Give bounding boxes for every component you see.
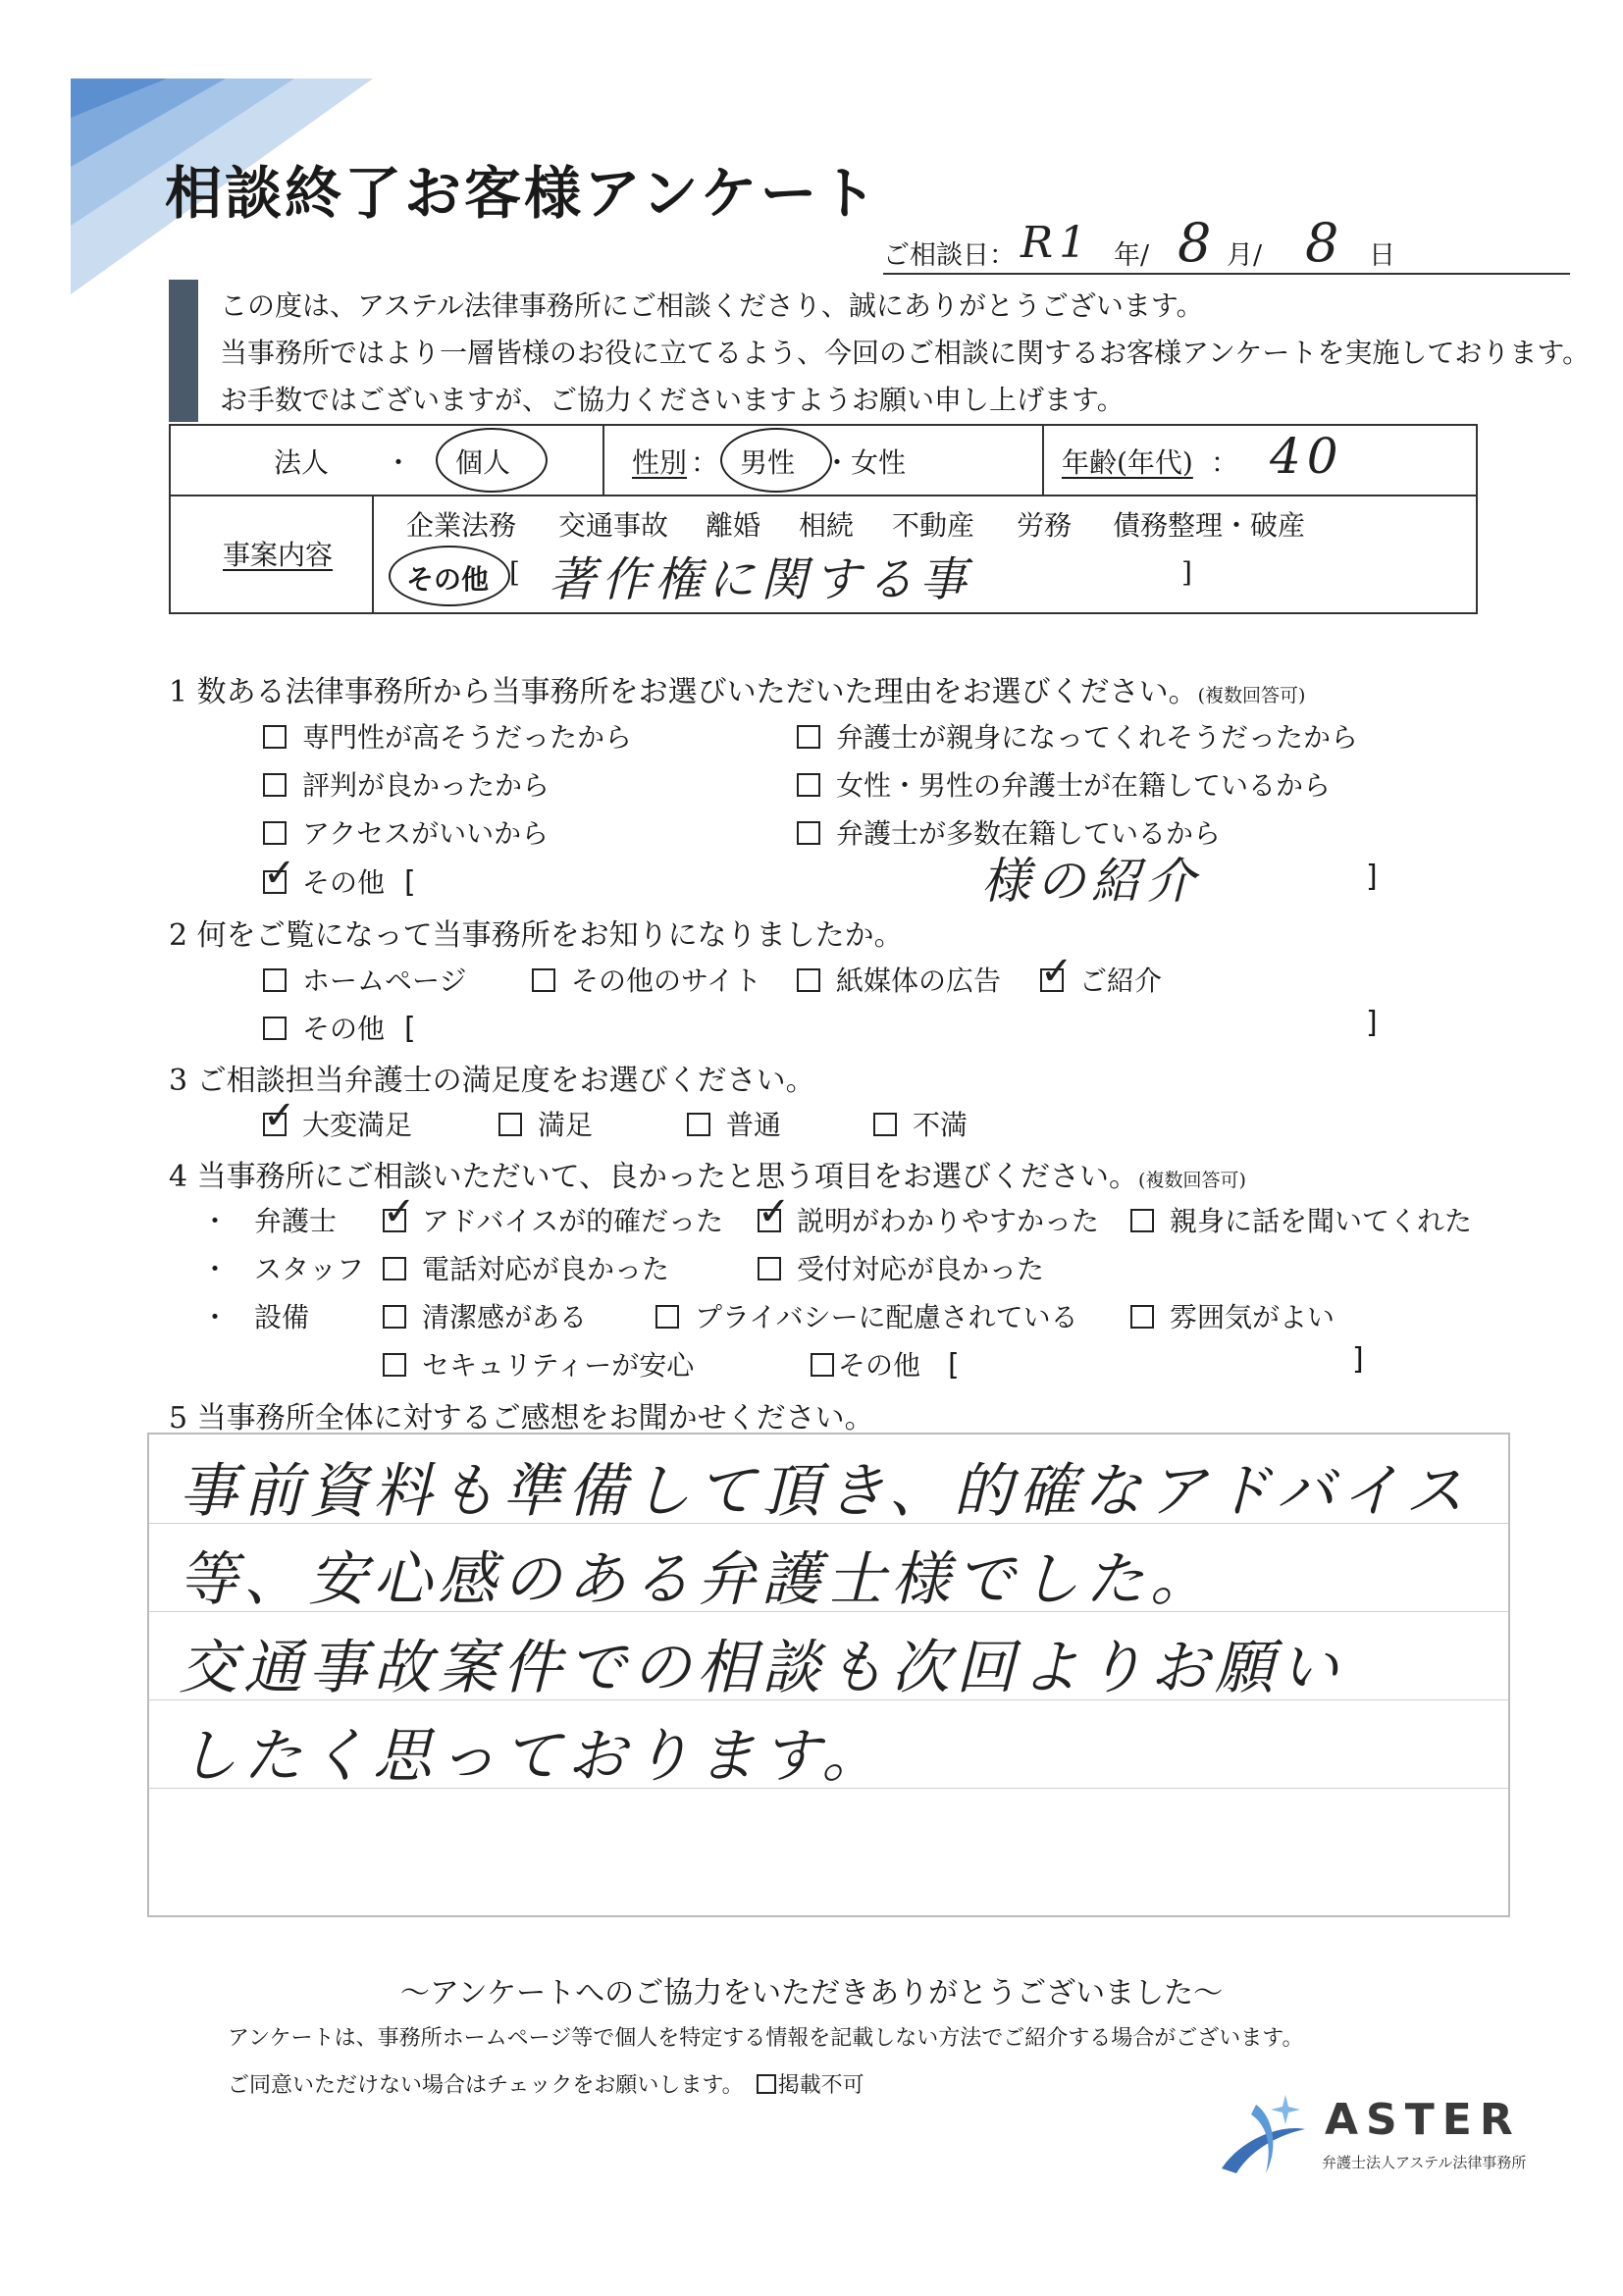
checkbox-icon[interactable] xyxy=(797,968,820,992)
checkbox-icon[interactable] xyxy=(655,1305,679,1329)
q2-option-label: その他のサイト xyxy=(571,965,762,997)
q4-note: (複数回答可) xyxy=(1138,1170,1246,1191)
q4-option-label: アドバイスが的確だった xyxy=(422,1205,724,1237)
checkbox-icon[interactable] xyxy=(873,1113,897,1136)
privacy-note: アンケートは、事務所ホームページ等で個人を特定する情報を記載しない方法でご紹介する場合がございます。 xyxy=(228,2026,1304,2051)
consent-note xyxy=(228,2068,864,2099)
q4-facility-row-label: ・ 設備 xyxy=(201,1301,310,1333)
female-option[interactable]: ・女性 xyxy=(823,446,907,479)
matter-inheritance[interactable]: 相続 xyxy=(799,509,855,542)
age-colon: ： xyxy=(1211,446,1239,479)
individual-option[interactable]: 個人 xyxy=(455,446,511,479)
date-month-label: 月/ xyxy=(1227,240,1263,271)
q1-option-other[interactable] xyxy=(263,861,416,901)
checkbox-icon[interactable] xyxy=(1130,1305,1154,1329)
q2-option-label: 紙媒体の広告 xyxy=(836,965,1002,997)
date-day-value: 8 xyxy=(1305,212,1345,274)
date-label: ご相談日： xyxy=(883,240,1016,271)
no-publish-checkbox[interactable] xyxy=(757,2074,776,2094)
matter-corporate[interactable]: 企業法務 xyxy=(406,509,517,542)
q4-title-text: 4 当事務所にご相談いただいて、良かったと思う項目をお選びください。 xyxy=(169,1160,1139,1194)
checked-checkbox-icon[interactable] xyxy=(758,1209,781,1232)
q2-option-label: ご紹介 xyxy=(1079,965,1163,997)
q4-option-atmosphere[interactable] xyxy=(1130,1296,1335,1335)
q3-option-neutral[interactable] xyxy=(687,1104,781,1143)
checkbox-icon[interactable] xyxy=(263,1017,287,1040)
no-publish-label: 掲載不可 xyxy=(777,2073,864,2098)
checked-checkbox-icon[interactable] xyxy=(1040,968,1064,992)
q2-title: 2 何をご覧になって当事務所をお知りになりましたか。 xyxy=(169,918,904,953)
q1-note: (複数回答可) xyxy=(1197,685,1306,706)
q1-other-label: その他 xyxy=(302,866,386,899)
individual-circle-mark xyxy=(436,428,548,493)
checkbox-icon[interactable] xyxy=(383,1353,406,1377)
q4-option-listened[interactable] xyxy=(1130,1200,1472,1239)
q1-option-specialty[interactable] xyxy=(263,716,632,756)
q3-option-label: 満足 xyxy=(538,1109,594,1141)
matter-divorce[interactable]: 離婚 xyxy=(706,509,761,542)
q5-comment-line-3: 交通事故案件での相談も次回よりお願い xyxy=(179,1634,1344,1702)
date-year-value: R1 xyxy=(1021,218,1093,268)
q5-comment-line-4: したく思っております。 xyxy=(179,1722,887,1791)
aster-logo-icon xyxy=(1212,2085,1320,2183)
q1-option-caring[interactable] xyxy=(797,716,1358,756)
q4-option-phone[interactable] xyxy=(383,1248,669,1287)
q1-bracket-open: [ xyxy=(404,865,416,900)
dot-separator: ・ xyxy=(385,446,413,479)
age-value: 40 xyxy=(1270,428,1344,485)
checkbox-icon[interactable] xyxy=(797,821,820,845)
date-month-value: 8 xyxy=(1178,212,1218,274)
q3-option-very-satisfied[interactable] xyxy=(263,1104,412,1143)
intro-line-3: お手数ではございますが、ご協力くださいますようお願い申し上げます。 xyxy=(220,384,1125,416)
q2-bracket-close: ] xyxy=(1366,1006,1378,1040)
checkbox-icon[interactable] xyxy=(687,1113,710,1136)
q4-option-label: 受付対応が良かった xyxy=(797,1253,1045,1285)
q2-option-homepage[interactable] xyxy=(263,960,466,999)
matter-labor[interactable]: 労務 xyxy=(1017,509,1073,542)
q2-option-label: ホームページ xyxy=(302,965,467,997)
male-option[interactable]: 男性 xyxy=(740,446,796,479)
q1-option-label: 専門性が高そうだったから xyxy=(302,721,633,754)
aster-logo xyxy=(1212,2085,1545,2183)
q1-option-access[interactable] xyxy=(263,812,549,852)
q2-other-label: その他 xyxy=(302,1013,386,1045)
checkbox-icon[interactable] xyxy=(263,968,287,992)
checked-checkbox-icon[interactable] xyxy=(263,1113,287,1136)
q4-staff-row-label: ・ スタッフ xyxy=(201,1253,365,1285)
intro-line-2: 当事務所ではより一層皆様のお役に立てるよう、今回のご相談に関するお客様アンケートを実施しております。 xyxy=(220,337,1591,369)
date-year-label: 年/ xyxy=(1114,240,1150,271)
checkbox-icon[interactable] xyxy=(532,968,555,992)
intro-accent-bar xyxy=(169,280,198,422)
q4-option-label: 電話対応が良かった xyxy=(422,1253,670,1285)
q2-bracket-open: [ xyxy=(404,1012,416,1046)
intro-line-1: この度は、アステル法律事務所にご相談くださり、誠にありがとうございます。 xyxy=(220,289,1204,322)
q4-option-label: セキュリティーが安心 xyxy=(422,1349,695,1382)
q4-option-label: 説明がわかりやすかった xyxy=(797,1205,1100,1237)
checkbox-icon[interactable] xyxy=(498,1113,522,1136)
q3-option-label: 不満 xyxy=(913,1109,969,1141)
q1-option-reputation[interactable] xyxy=(263,764,550,804)
q2-option-other-site[interactable] xyxy=(532,960,761,999)
q4-option-label: 親身に話を聞いてくれた xyxy=(1170,1205,1473,1237)
checkbox-icon[interactable] xyxy=(263,725,287,749)
matter-real-estate[interactable]: 不動産 xyxy=(892,509,975,542)
q1-option-label: 弁護士が多数在籍しているから xyxy=(836,817,1222,850)
q3-option-label: 普通 xyxy=(726,1109,782,1141)
q4-bracket-open: [ xyxy=(948,1348,960,1383)
matter-debt[interactable]: 債務整理・破産 xyxy=(1113,509,1306,542)
matter-other-option[interactable]: その他 xyxy=(406,563,490,596)
q4-title xyxy=(169,1152,1246,1195)
q4-option-accurate-advice[interactable] xyxy=(383,1200,723,1239)
q4-option-label: その他 xyxy=(838,1349,921,1382)
checked-checkbox-icon[interactable] xyxy=(383,1209,406,1232)
q5-comment-line-1: 事前資料も準備して頂き、的確なアドバイス xyxy=(179,1457,1470,1526)
q3-option-label: 大変満足 xyxy=(302,1109,413,1141)
checkbox-icon[interactable] xyxy=(383,1305,406,1329)
gender-colon: ： xyxy=(691,446,719,479)
q4-option-label: プライバシーに配慮されている xyxy=(695,1301,1078,1333)
q3-title: 3 ご相談担当弁護士の満足度をお選びください。 xyxy=(169,1064,815,1098)
age-label: 年齢(年代) xyxy=(1062,446,1193,479)
q4-option-other[interactable] xyxy=(811,1344,960,1383)
checkbox-icon[interactable] xyxy=(797,725,820,749)
q1-bracket-close: ] xyxy=(1366,860,1378,894)
q1-title xyxy=(169,667,1305,710)
q1-option-label: アクセスがいいから xyxy=(302,817,550,850)
consent-note-text: ご同意いただけない場合はチェックをお願いします。 xyxy=(228,2073,744,2098)
q3-option-dissatisfied[interactable] xyxy=(873,1104,968,1143)
gender-label: 性別 xyxy=(632,446,688,479)
matter-bracket-close: ] xyxy=(1181,556,1192,589)
q5-comment-box[interactable] xyxy=(147,1433,1510,1917)
q5-comment-line-2: 等、安心感のある弁護士様でした。 xyxy=(179,1545,1215,1614)
date-day-label: 日 xyxy=(1369,240,1395,271)
q4-option-label: 雰囲気がよい xyxy=(1170,1301,1335,1333)
q4-lawyer-row-label: ・ 弁護士 xyxy=(201,1205,338,1237)
q4-option-reception[interactable] xyxy=(758,1248,1044,1287)
q1-other-value: 様の紹介 xyxy=(981,853,1201,910)
checkbox-icon[interactable] xyxy=(797,773,820,797)
checkbox-icon[interactable] xyxy=(263,821,287,845)
checkbox-icon[interactable] xyxy=(383,1257,406,1280)
checkbox-icon[interactable] xyxy=(1130,1209,1154,1232)
aster-logo-subtitle: 弁護士法人アステル法律事務所 xyxy=(1322,2154,1527,2171)
q4-option-security[interactable] xyxy=(383,1344,694,1383)
q2-option-print-ad[interactable] xyxy=(797,960,1001,999)
q1-option-label: 女性・男性の弁護士が在籍しているから xyxy=(836,769,1332,802)
matter-other-value: 著作権に関する事 xyxy=(549,552,973,607)
matter-traffic[interactable]: 交通事故 xyxy=(558,509,669,542)
q2-option-referral[interactable] xyxy=(1040,960,1162,999)
q4-option-clean[interactable] xyxy=(383,1296,587,1335)
q1-option-label: 弁護士が親身になってくれそうだったから xyxy=(836,721,1359,754)
consultation-date xyxy=(883,212,1570,275)
q1-option-label: 評判が良かったから xyxy=(302,769,550,802)
checked-checkbox-icon[interactable] xyxy=(263,870,287,894)
q5-title: 5 当事務所全体に対するご感想をお聞かせください。 xyxy=(169,1401,874,1435)
q4-option-privacy[interactable] xyxy=(655,1296,1078,1335)
other-circle-mark xyxy=(389,546,510,606)
aster-logo-name: ASTER xyxy=(1325,2095,1521,2145)
q1-title-text: 1 数ある法律事務所から当事務所をお選びいただいた理由をお選びください。 xyxy=(169,675,1198,709)
corporation-option[interactable]: 法人 xyxy=(274,446,330,479)
q4-option-clear-explanation[interactable] xyxy=(758,1200,1099,1239)
matter-bracket-open: [ xyxy=(509,556,520,589)
q4-bracket-close: ] xyxy=(1352,1342,1364,1377)
male-circle-mark xyxy=(720,428,832,493)
checkbox-icon[interactable] xyxy=(758,1257,781,1280)
q2-option-other[interactable] xyxy=(263,1008,416,1047)
q3-option-satisfied[interactable] xyxy=(498,1104,593,1143)
page-title: 相談終了お客様アンケート xyxy=(165,160,880,227)
thanks-message: ～アンケートへのご協力をいただきありがとうございました～ xyxy=(399,1976,1224,2010)
q4-option-label: 清潔感がある xyxy=(422,1301,588,1333)
matter-label: 事案内容 xyxy=(223,539,334,571)
q1-option-gender-lawyer[interactable] xyxy=(797,764,1331,804)
client-info-table xyxy=(169,424,1478,614)
checkbox-icon[interactable] xyxy=(263,773,287,797)
checkbox-icon[interactable] xyxy=(811,1353,834,1377)
intro-text xyxy=(220,283,1590,424)
